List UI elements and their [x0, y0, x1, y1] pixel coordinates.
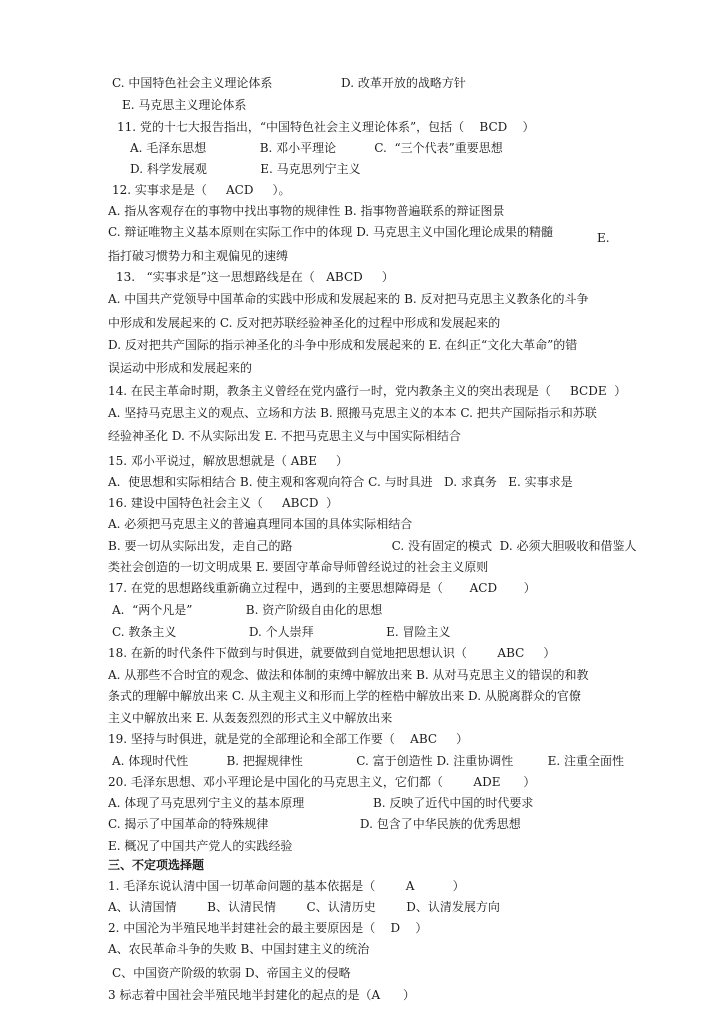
text-line: A. 指从客观存在的事物中找出事物的规律性 B. 指事物普遍联系的辩证图景: [108, 204, 505, 218]
text-line: A. 体现了马克思列宁主义的基本原理 B. 反映了近代中国的时代要求: [108, 796, 534, 810]
question-17: 17. 在党的思想路线重新确立过程中，遇到的主要思想障碍是（ ACD ）: [108, 581, 536, 595]
text-line: C. 中国特色社会主义理论体系 D. 改革开放的战略方针: [112, 76, 466, 90]
text-line: 指打破习惯势力和主观偏见的速缚: [108, 249, 289, 263]
text-line: A. 坚持马克思主义的观点、立场和方法 B. 照搬马克思主义的本本 C. 把共产国际指示和苏联: [108, 406, 597, 420]
text-line: 中形成和发展起来的 C. 反对把苏联经验神圣化的过程中形成和发展起来的: [108, 316, 501, 330]
text-line: C. 揭示了中国革命的特殊规律 D. 包含了中华民族的优秀思想: [108, 817, 521, 831]
question-s3-3: 3 标志着中国社会半殖民地半封建化的起点的是（A ）: [108, 988, 416, 1002]
text-line: 误运动中形成和发展起来的: [108, 361, 253, 375]
question-s3-1: 1. 毛泽东说认清中国一切革命问题的基本依据是（ A ）: [108, 879, 465, 893]
text-line: A. 中国共产党领导中国革命的实践中形成和发展起来的 B. 反对把马克思主义教条化的斗争: [108, 292, 589, 306]
text-line: A. 从那些不合时宜的观念、做法和体制的束缚中解放出来 B. 从对马克思主义的错误的和教: [108, 668, 589, 682]
question-16: 16. 建设中国特色社会主义（ ABCD ）: [108, 496, 339, 510]
text-line: A. 毛泽东思想 B. 邓小平理论 C. “三个代表”重要思想: [130, 141, 503, 155]
text-line: D. 反对把共产国际的指示神圣化的斗争中形成和发展起来的 E. 在纠正“文化大革命”的错: [108, 338, 578, 352]
question-s3-2: 2. 中国沦为半殖民地半封建社会的最主要原因是（ D ）: [108, 921, 428, 935]
text-line: A. 必须把马克思主义的普遍真理同本国的具体实际相结合: [108, 517, 413, 531]
question-14: 14. 在民主革命时期，教条主义曾经在党内盛行一时，党内教条主义的突出表现是（ BCDE ）: [108, 384, 627, 398]
text-line: E.: [597, 231, 610, 245]
text-line: 经验神圣化 D. 不从实际出发 E. 不把马克思主义与中国实际相结合: [108, 429, 461, 443]
text-line: A. “两个凡是” B. 资产阶级自由化的思想: [112, 603, 383, 617]
section-heading: 三、不定项选择题: [108, 858, 205, 872]
text-line: C. 辩证唯物主义基本原则在实际工作中的体现 D. 马克思主义中国化理论成果的精髓: [108, 225, 554, 239]
text-line: 条式的理解中解放出来 C. 从主观主义和形而上学的桎梏中解放出来 D. 从脱离群众的官僚: [108, 689, 581, 703]
text-line: A. 体现时代性 B. 把握规律性 C. 富于创造性 D. 注重协调性 E. 注重全面性: [112, 754, 625, 768]
text-line: D. 科学发展观 E. 马克思列宁主义: [130, 162, 361, 176]
text-line: A、认清国情 B、认清民情 C、认清历史 D、认清发展方向: [108, 900, 500, 914]
question-11: 11. 党的十七大报告指出，“中国特色社会主义理论体系”，包括（ BCD ）: [117, 120, 535, 134]
text-line: 主义中解放出来 E. 从轰轰烈烈的形式主义中解放出来: [108, 711, 393, 725]
text-line: E. 马克思主义理论体系: [122, 98, 247, 112]
question-19: 19. 坚持与时俱进，就是党的全部理论和全部工作要（ ABC ）: [108, 732, 469, 746]
text-line: C. 教条主义 D. 个人崇拜 E. 冒险主义: [112, 625, 451, 639]
question-15: 15. 邓小平说过，解放思想就是（ ABE ）: [108, 454, 349, 468]
text-line: E. 概况了中国共产党人的实践经验: [108, 839, 293, 853]
text-line: 类社会创造的一切文明成果 E. 要固守革命导师曾经说过的社会主义原则: [108, 560, 489, 574]
question-20: 20. 毛泽东思想、邓小平理论是中国化的马克思主义，它们都（ ADE ）: [108, 775, 536, 789]
text-line: A. 使思想和实际相结合 B. 使主观和客观向符合 C. 与时具进 D. 求真务 E. 实事求是: [108, 475, 573, 489]
question-13: 13. “实事求是”这一思想路线是在（ ABCD ）: [116, 270, 394, 284]
text-line: A、农民革命斗争的失败 B、中国封建主义的统治: [108, 942, 370, 956]
text-line: B. 要一切从实际出发，走自己的路 C. 没有固定的模式 D. 必须大胆吸收和借鉴人: [108, 539, 637, 553]
question-12: 12. 实事求是是（ ACD ）。: [112, 183, 291, 197]
text-line: C、中国资产阶级的软弱 D、帝国主义的侵略: [112, 966, 351, 980]
question-18: 18. 在新的时代条件下做到与时俱进，就要做到自觉地把思想认识（ ABC ）: [108, 646, 556, 660]
